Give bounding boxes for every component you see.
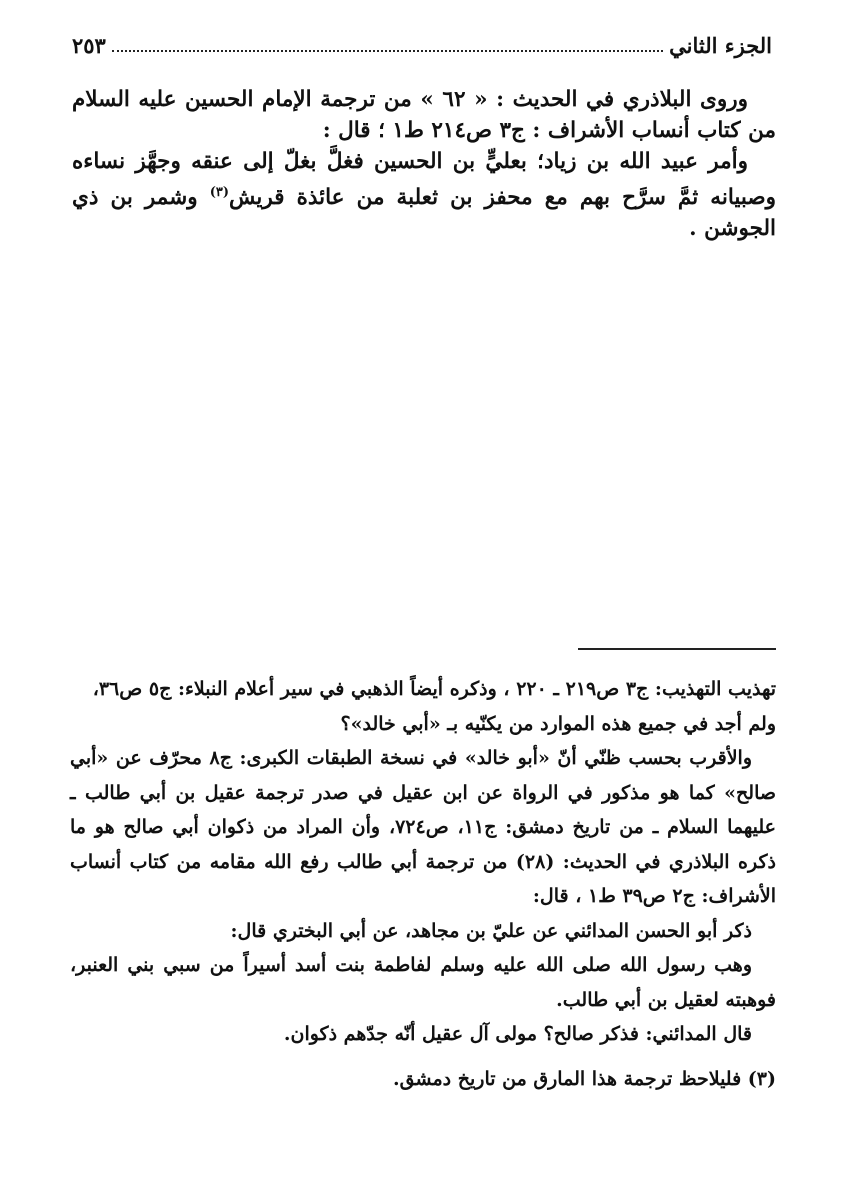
dotted-leader bbox=[112, 50, 663, 52]
footnote-line-6: قال المدائني: فذكر صالح؟ مولى آل عقيل أنّه جدّهم ذكوان. bbox=[283, 1023, 752, 1045]
paragraph-1-line-1: وروى البلاذري في الحديث : « ٦٢ » من ترجمة الإمام الحسين عليه السلام bbox=[72, 87, 748, 112]
footnotes bbox=[70, 672, 776, 1096]
paragraph-1-line-2: من كتاب أنساب الأشراف : ج٣ ص٢١٤ ط١ ؛ قال : bbox=[322, 118, 776, 143]
paragraph-2-text: وأمر عبيد الله بن زياد؛ بعليٍّ بن الحسين فغلَّ بغلّ إلى عنقه وجهَّز نساءه وصبيانه ثمَّ سرَّح بهم مع محفز بن ثعلبة من عائذة قريش bbox=[72, 149, 776, 211]
main-text bbox=[72, 84, 776, 244]
footnote-line-3: والأقرب بحسب ظنّي أنّ «أبو خالد» في نسخة الطبقات الكبرى: ج٨ محرّف عن «أبي صالح» كما هو مذكور في الرواة عن ابن عقيل في صدر ترجمة عقيل بن أبي طالب ـ عليهما السلام ـ من تاريخ دمشق: ج١١، ص٧٢٤، وأن المراد من ذكوان أبي صالح هو ما ذكره البلاذري في الحديث: (٢٨) من ترجمة أبي طالب رفع الله مقامه من كتاب أنساب الأشراف: ج٢ ص٣٩ ط١ ، قال: bbox=[70, 747, 776, 907]
running-title: الجزء الثاني bbox=[669, 32, 772, 58]
footnote-separator bbox=[578, 648, 776, 650]
paragraph-2-end: وشمر بن ذي الجوشن . bbox=[72, 185, 776, 242]
paragraph-2 bbox=[72, 146, 776, 244]
footnote-line-4: ذكر أبو الحسن المدائني عن عليّ بن مجاهد، عن أبي البختري قال: bbox=[230, 919, 752, 942]
page-number: ٢٥٣ bbox=[72, 32, 106, 58]
footnote-line-1: تهذيب التهذيب: ج٣ ص٢١٩ ـ ٢٢٠ ، وذكره أيضاً الذهبي في سير أعلام النبلاء: ج٥ ص٣٦، bbox=[92, 678, 776, 700]
footnote-line-5: وهب رسول الله صلى الله عليه وسلم لفاطمة بنت أسد أسيراً من سبي بني العنبر، فوهبته لعقيل بن أبي طالب. bbox=[70, 954, 776, 1011]
footnote-ref-3: (٣) bbox=[209, 185, 229, 200]
footnote-line-2: ولم أجد في جميع هذه الموارد من يكنّيه بـ «أبي خالد»؟ bbox=[340, 712, 776, 735]
footnote-3: (٣) فليلاحظ ترجمة هذا المارق من تاريخ دمشق. bbox=[393, 1067, 776, 1090]
page-header bbox=[72, 28, 772, 62]
paragraph-1 bbox=[72, 84, 776, 146]
